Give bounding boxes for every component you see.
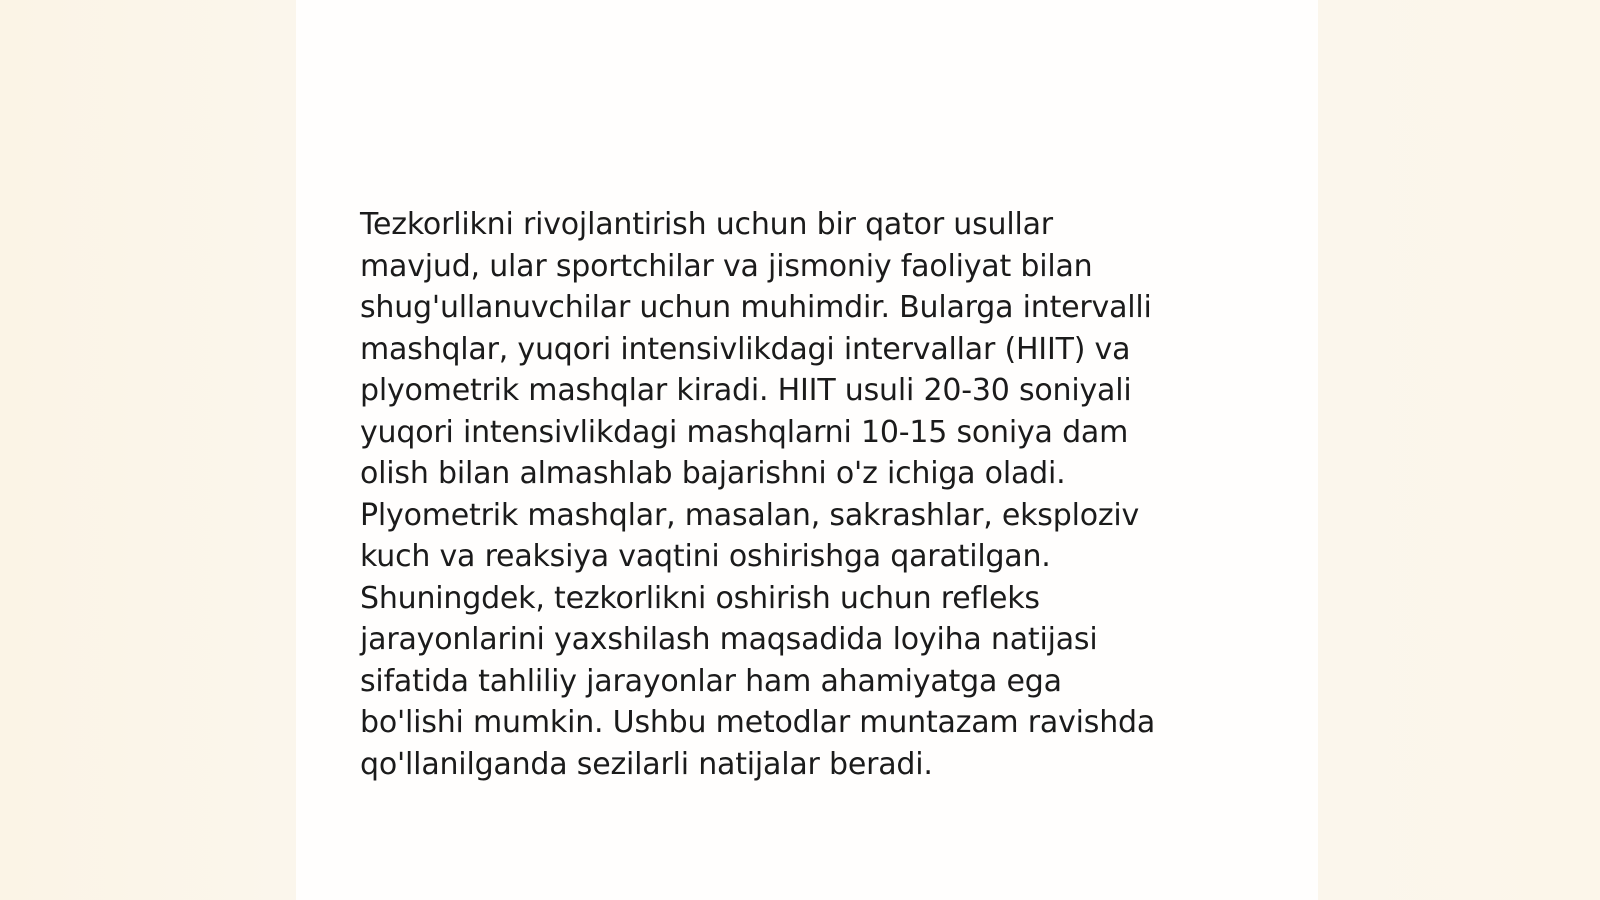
paragraph-line: Tezkorlikni rivojlantirish uchun bir qator usullar	[360, 207, 1053, 242]
paragraph-line: Plyometrik mashqlar, masalan, sakrashlar, eksploziv	[360, 497, 1140, 533]
document-page	[296, 0, 1318, 900]
paragraph-line: jarayonlarini yaxshilash maqsadida loyiha natijasi	[360, 622, 1098, 657]
paragraph-line: olish bilan almashlab bajarishni o'z ichiga oladi.	[360, 456, 1066, 491]
paragraph-line: mavjud, ular sportchilar va jismoniy faoliyat bilan	[360, 248, 1093, 284]
paragraph-line: kuch va reaksiya vaqtini oshirishga qaratilgan.	[360, 539, 1051, 574]
paragraph-line: mashqlar, yuqori intensivlikdagi intervallar (HIIT) va	[360, 331, 1131, 367]
body-paragraph	[360, 204, 1260, 785]
paragraph-line: sifatida tahliliy jarayonlar ham ahamiyatga ega	[360, 663, 1062, 699]
paragraph-line: plyometrik mashqlar kiradi. HIIT usuli 20-30 soniyali	[360, 373, 1132, 408]
paragraph-line: bo'lishi mumkin. Ushbu metodlar muntazam ravishda	[360, 705, 1156, 740]
paragraph-line: shug'ullanuvchilar uchun muhimdir. Bularga intervalli	[360, 290, 1152, 325]
paragraph-line: Shuningdek, tezkorlikni oshirish uchun refleks	[360, 580, 1040, 616]
paragraph-line: qo'llanilganda sezilarli natijalar beradi.	[360, 746, 933, 782]
paragraph-line: yuqori intensivlikdagi mashqlarni 10-15 soniya dam	[360, 414, 1129, 450]
